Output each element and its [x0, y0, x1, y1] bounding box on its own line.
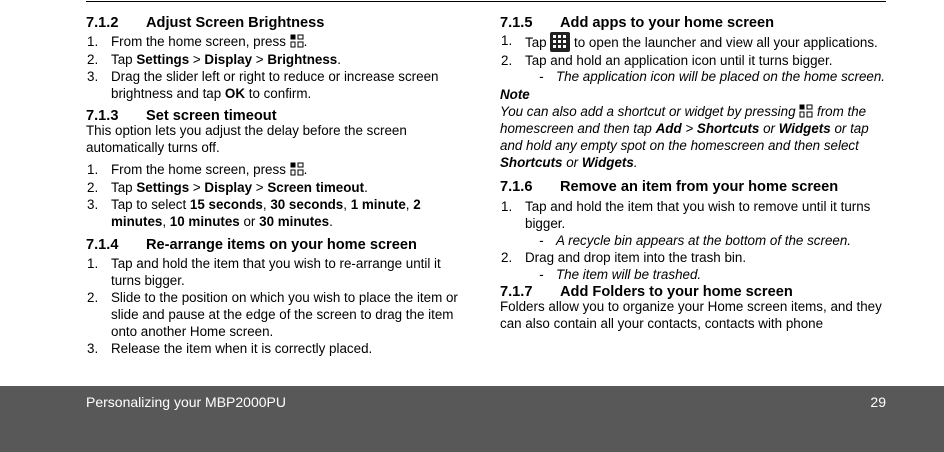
sub-item: - The item will be trashed. [539, 267, 702, 282]
list-item: 2. Tap Settings > Display > Brightness. [87, 52, 341, 67]
list-item: 3. Tap to select 15 seconds, 30 seconds, 1 minute, 2 minutes, 10 minutes or 30 minutes. [87, 197, 421, 229]
menu-icon [290, 34, 304, 48]
list-item: 2. Drag and drop item into the trash bin. [501, 250, 747, 265]
left-column [86, 14, 470, 357]
rearrange-steps [86, 255, 470, 357]
menu-icon [290, 162, 304, 176]
remove-item-steps [500, 198, 886, 283]
list-item: 1. Tap and hold the item that you wish to remove until it turns bigger. [501, 199, 871, 231]
section-heading-7-1-6: 7.1.6 Remove an item from your home screen [500, 179, 839, 195]
section-heading-7-1-5: 7.1.5 Add apps to your home screen [500, 15, 775, 31]
note-text: You can also add a shortcut or widget by pressing from the homescreen and then tap Add > Shortcuts or Widgets or tap and hold any empty spot on the homescreen and then select Shortcuts or Widgets. [500, 104, 869, 170]
timeout-steps [86, 160, 470, 230]
sub-item: - A recycle bin appears at the bottom of the screen. [539, 233, 852, 248]
note-label: Note [500, 87, 530, 102]
list-item: 1. From the home screen, press . [87, 162, 308, 177]
section-intro: Folders allow you to organize your Home screen items, and they can also contain all your contacts, contacts with phone [500, 299, 882, 331]
sub-item: - The application icon will be placed on the home screen. [539, 69, 886, 84]
section-heading-7-1-4: 7.1.4 Re-arrange items on your home screen [86, 237, 417, 253]
add-apps-steps [500, 32, 886, 84]
menu-icon [799, 104, 813, 118]
section-heading-7-1-7: 7.1.7 Add Folders to your home screen [500, 284, 793, 300]
footer-title: Personalizing your MBP2000PU [86, 394, 286, 410]
list-item: 1. Tap and hold the item that you wish to re-arrange until it turns bigger. [87, 256, 441, 288]
list-item: 2. Slide to the position on which you wish to place the item or slide and pause at the edge of the screen to drag the item onto another Home screen. [87, 290, 458, 339]
launcher-grid-icon [550, 32, 570, 52]
section-heading-7-1-3: 7.1.3 Set screen timeout [86, 108, 277, 124]
page-footer [0, 386, 944, 452]
page-number: 29 [870, 394, 886, 410]
list-item: 3. Drag the slider left or right to reduce or increase screen brightness and tap OK to confirm. [87, 69, 439, 101]
list-item: 1. From the home screen, press . [87, 34, 308, 49]
list-item: 1. Tap to open the launcher and view all your applications. [501, 33, 878, 50]
top-rule [86, 1, 886, 2]
right-column [500, 14, 886, 332]
list-item: 2. Tap Settings > Display > Screen timeout. [87, 180, 368, 195]
section-heading-7-1-2: 7.1.2 Adjust Screen Brightness [86, 15, 325, 31]
list-item: 3. Release the item when it is correctly placed. [87, 341, 373, 356]
brightness-steps [86, 32, 470, 102]
section-intro: This option lets you adjust the delay before the screen automatically turns off. [86, 123, 407, 155]
list-item: 2. Tap and hold an application icon until it turns bigger. [501, 53, 833, 68]
